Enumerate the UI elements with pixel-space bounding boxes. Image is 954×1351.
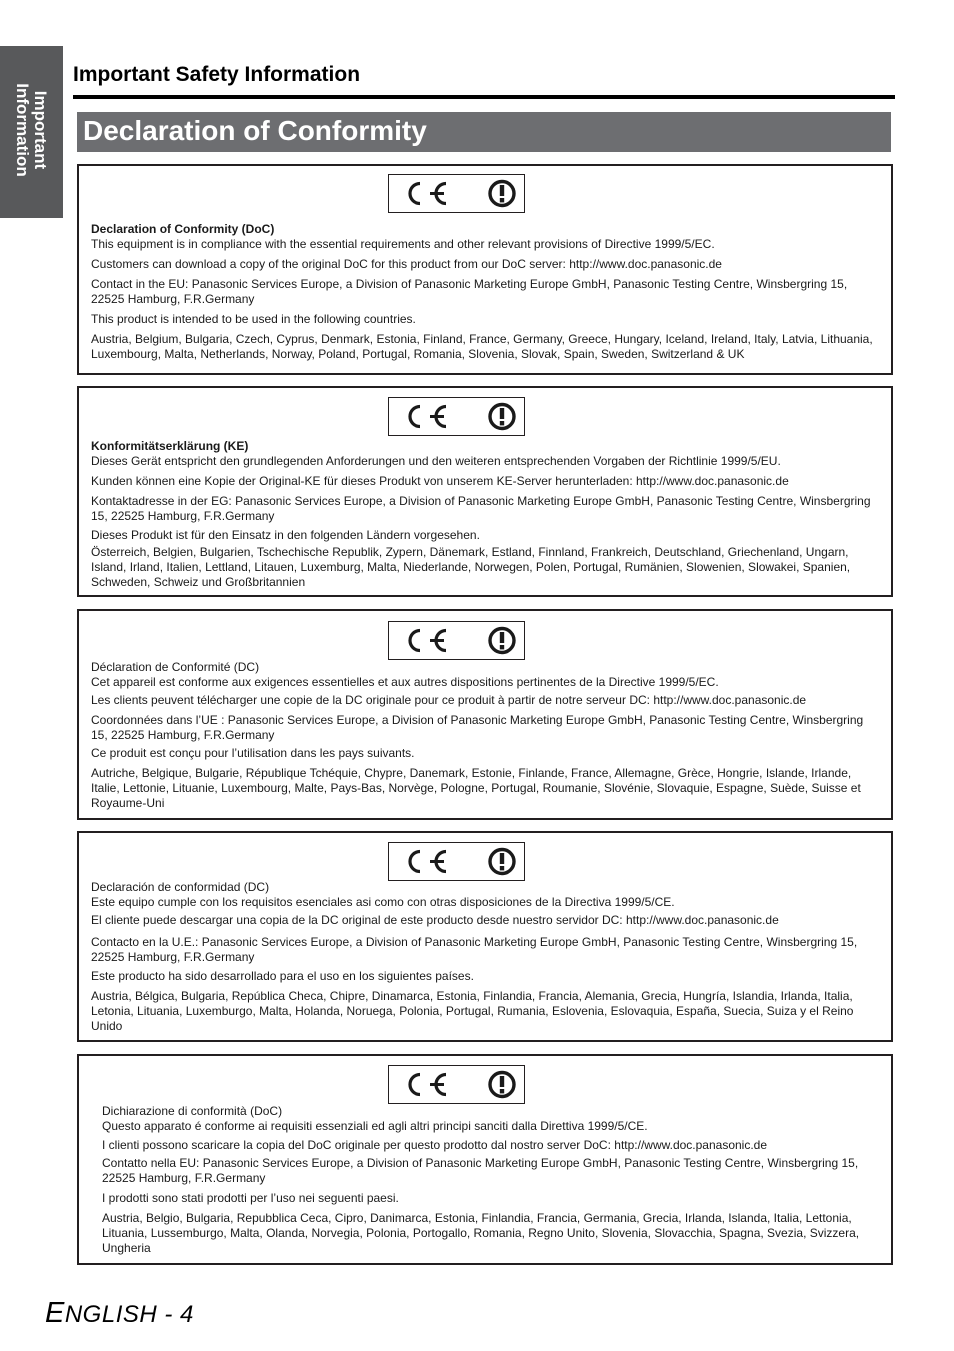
footer-page-number: - 4	[157, 1301, 194, 1328]
doc-paragraph: I clienti possono scaricare la copia del DoC originale per questo prodotto dal nostro server DoC: http://www.doc.panasonic.de	[102, 1138, 768, 1152]
doc-paragraph: Coordonnées dans l’UE : Panasonic Services Europe, a Division of Panasonic Marketing Europe GmbH, Panasonic Testing Centre, Winsbergring 15, 22525 Hamburg, F.R.Germany	[91, 713, 864, 742]
doc-paragraph: Questo apparato é conforme ai requisiti essenziali ed agli altri principi sanciti dalla Direttiva 1999/5/CE.	[102, 1119, 648, 1133]
doc-paragraph: Austria, Bélgica, Bulgaria, República Checa, Chipre, Dinamarca, Estonia, Finlandia, Francia, Alemania, Grecia, Hungría, Islandia, Irlanda, Italia, Letonia, Lituania, Luxemburgo, Malta, Holanda, Noruega, Polonia, Portugal, Rumania, Eslovenia, Eslovaquia, España, Suecia, Suiza y el Reino Unido	[91, 989, 854, 1033]
side-tab-label-line2: Information	[13, 83, 32, 177]
doc-paragraph: Les clients peuvent télécharger une copie de la DC originale pour ce produit à partir de notre serveur DC: http://www.doc.panasonic.de	[91, 693, 807, 707]
ce-alert-icon	[389, 1066, 524, 1103]
ce-mark-logo	[388, 621, 525, 660]
doc-paragraph: Kunden können eine Kopie der Original-KE für dieses Produkt von unserem KE-Server herunterladen: http://www.doc.panasonic.de	[91, 474, 789, 488]
doc-heading: Declaration of Conformity (DoC)	[91, 222, 275, 236]
side-tab	[0, 46, 63, 218]
doc-block-spanish	[77, 831, 893, 1042]
ce-alert-icon	[389, 398, 524, 435]
doc-paragraph: Austria, Belgium, Bulgaria, Czech, Cyprus, Denmark, Estonia, Finland, France, Germany, Greece, Hungary, Iceland, Ireland, Italy, Latvia, Lithuania, Luxembourg, Malta, Netherlands, Norway, Poland, Portugal, Romania, Slovenia, Slovak, Spain, Sweden, Switzerland & UK	[91, 332, 873, 361]
doc-block-english	[77, 164, 893, 375]
doc-paragraph: Contact in the EU: Panasonic Services Europe, a Division of Panasonic Marketing Europe GmbH, Panasonic Testing Centre, Winsbergring 15, 22525 Hamburg, F.R.Germany	[91, 277, 848, 306]
ce-mark-logo	[388, 397, 525, 436]
doc-heading: Declaración de conformidad (DC)	[91, 880, 270, 894]
ce-mark-logo	[388, 1065, 525, 1104]
footer-lang-initial: E	[45, 1297, 65, 1329]
ce-alert-icon	[389, 843, 524, 880]
side-tab-label-line1: Important	[31, 90, 50, 170]
doc-block-french	[77, 609, 893, 820]
doc-text	[102, 1104, 879, 1256]
doc-heading: Konformitätserklärung (KE)	[91, 439, 249, 453]
doc-paragraph: Austria, Belgio, Bulgaria, Repubblica Ceca, Cipro, Danimarca, Estonia, Finlandia, Francia, Germania, Grecia, Irlanda, Islanda, Italia, Lettonia, Lituania, Lussemburgo, Malta, Olanda, Norvegia, Polonia, Portogallo, Romania, Regno Unito, Slovenia, Slovacchia, Spagna, Svezia, Svizzera, Ungheria	[102, 1211, 860, 1255]
page-title: Declaration of Conformity	[83, 115, 427, 146]
doc-paragraph: Österreich, Belgien, Bulgarien, Tschechische Republik, Zypern, Dänemark, Estland, Finnland, Frankreich, Deutschland, Griechenland, Ungarn, Island, Irland, Italien, Lettland, Litauen, Luxemburg, Malta, Niederlande, Norwegen, Polen, Portugal, Rumänien, Slowenien, Slowakei, Spanien, Schweden, Schweiz und Großbritannien	[91, 545, 851, 589]
doc-paragraph: This equipment is in compliance with the essential requirements and other relevant provisions of Directive 1999/5/EC.	[91, 237, 715, 251]
doc-block-italian	[77, 1054, 893, 1265]
page-footer	[45, 1297, 194, 1330]
doc-paragraph: Contacto en la U.E.: Panasonic Services Europe, a Division of Panasonic Marketing Europe GmbH, Panasonic Testing Centre, Winsbergring 15, 22525 Hamburg, F.R.Germany	[91, 935, 858, 964]
doc-paragraph: El cliente puede descargar una copia de la DC original de este producto desde nuestro servidor DC: http://www.doc.panasonic.de	[91, 913, 779, 927]
ce-alert-icon	[389, 622, 524, 659]
ce-mark-logo	[388, 174, 525, 213]
doc-paragraph: Este equipo cumple con los requisitos esenciales asi como con otras disposiciones de la Directiva 1999/5/CE.	[91, 895, 675, 909]
doc-text	[91, 439, 879, 590]
doc-paragraph: Cet appareil est conforme aux exigences essentielles et aux autres dispositions pertinentes de la Directive 1999/5/EC.	[91, 675, 719, 689]
doc-text	[91, 660, 879, 811]
side-tab-label	[13, 83, 49, 177]
doc-paragraph: This product is intended to be used in the following countries.	[91, 312, 416, 326]
doc-paragraph: I prodotti sono stati prodotti per l’uso nei seguenti paesi.	[102, 1191, 399, 1205]
doc-heading: Déclaration de Conformité (DC)	[91, 660, 260, 674]
doc-paragraph: Customers can download a copy of the original DoC for this product from our DoC server: http://www.doc.panasonic.de	[91, 257, 722, 271]
doc-paragraph: Contatto nella EU: Panasonic Services Europe, a Division of Panasonic Marketing Europe GmbH, Panasonic Testing Centre, Winsbergring 15, 22525 Hamburg, F.R.Germany	[102, 1156, 859, 1185]
footer-lang-rest: NGLISH	[64, 1301, 158, 1328]
header-rule	[73, 95, 895, 99]
ce-mark-logo	[388, 842, 525, 881]
doc-heading: Dichiarazione di conformità (DoC)	[102, 1104, 283, 1118]
doc-paragraph: Dieses Gerät entspricht den grundlegenden Anforderungen und den weiteren entsprechenden Vorgaben der Richtlinie 1999/5/EU.	[91, 454, 781, 468]
doc-block-german	[77, 386, 893, 597]
doc-paragraph: Este producto ha sido desarrollado para el uso en los siguientes países.	[91, 969, 474, 983]
doc-paragraph: Autriche, Belgique, Bulgarie, République Tchéquie, Chypre, Danemark, Estonie, Finlande, France, Allemagne, Grèce, Hongrie, Islande, Irlande, Italie, Lettonie, Lituanie, Luxembourg, Malte, Pays-Bas, Norvège, Pologne, Portugal, Roumanie, Slovénie, Slovaquie, Espagne, Suède, Suisse et Royaume-Uni	[91, 766, 861, 810]
doc-text	[91, 880, 879, 1034]
doc-paragraph: Dieses Produkt ist für den Einsatz in den folgenden Ländern vorgesehen.	[91, 528, 480, 542]
ce-alert-icon	[389, 175, 524, 212]
doc-text	[91, 222, 879, 362]
title-bar	[77, 112, 891, 152]
doc-paragraph: Ce produit est conçu pour l’utilisation dans les pays suivants.	[91, 746, 415, 760]
section-header: Important Safety Information	[73, 63, 361, 86]
doc-paragraph: Kontaktadresse in der EG: Panasonic Services Europe, a Division of Panasonic Marketing Europe GmbH, Panasonic Testing Centre, Winsbergring 15, 22525 Hamburg, F.R.Germany	[91, 494, 871, 523]
